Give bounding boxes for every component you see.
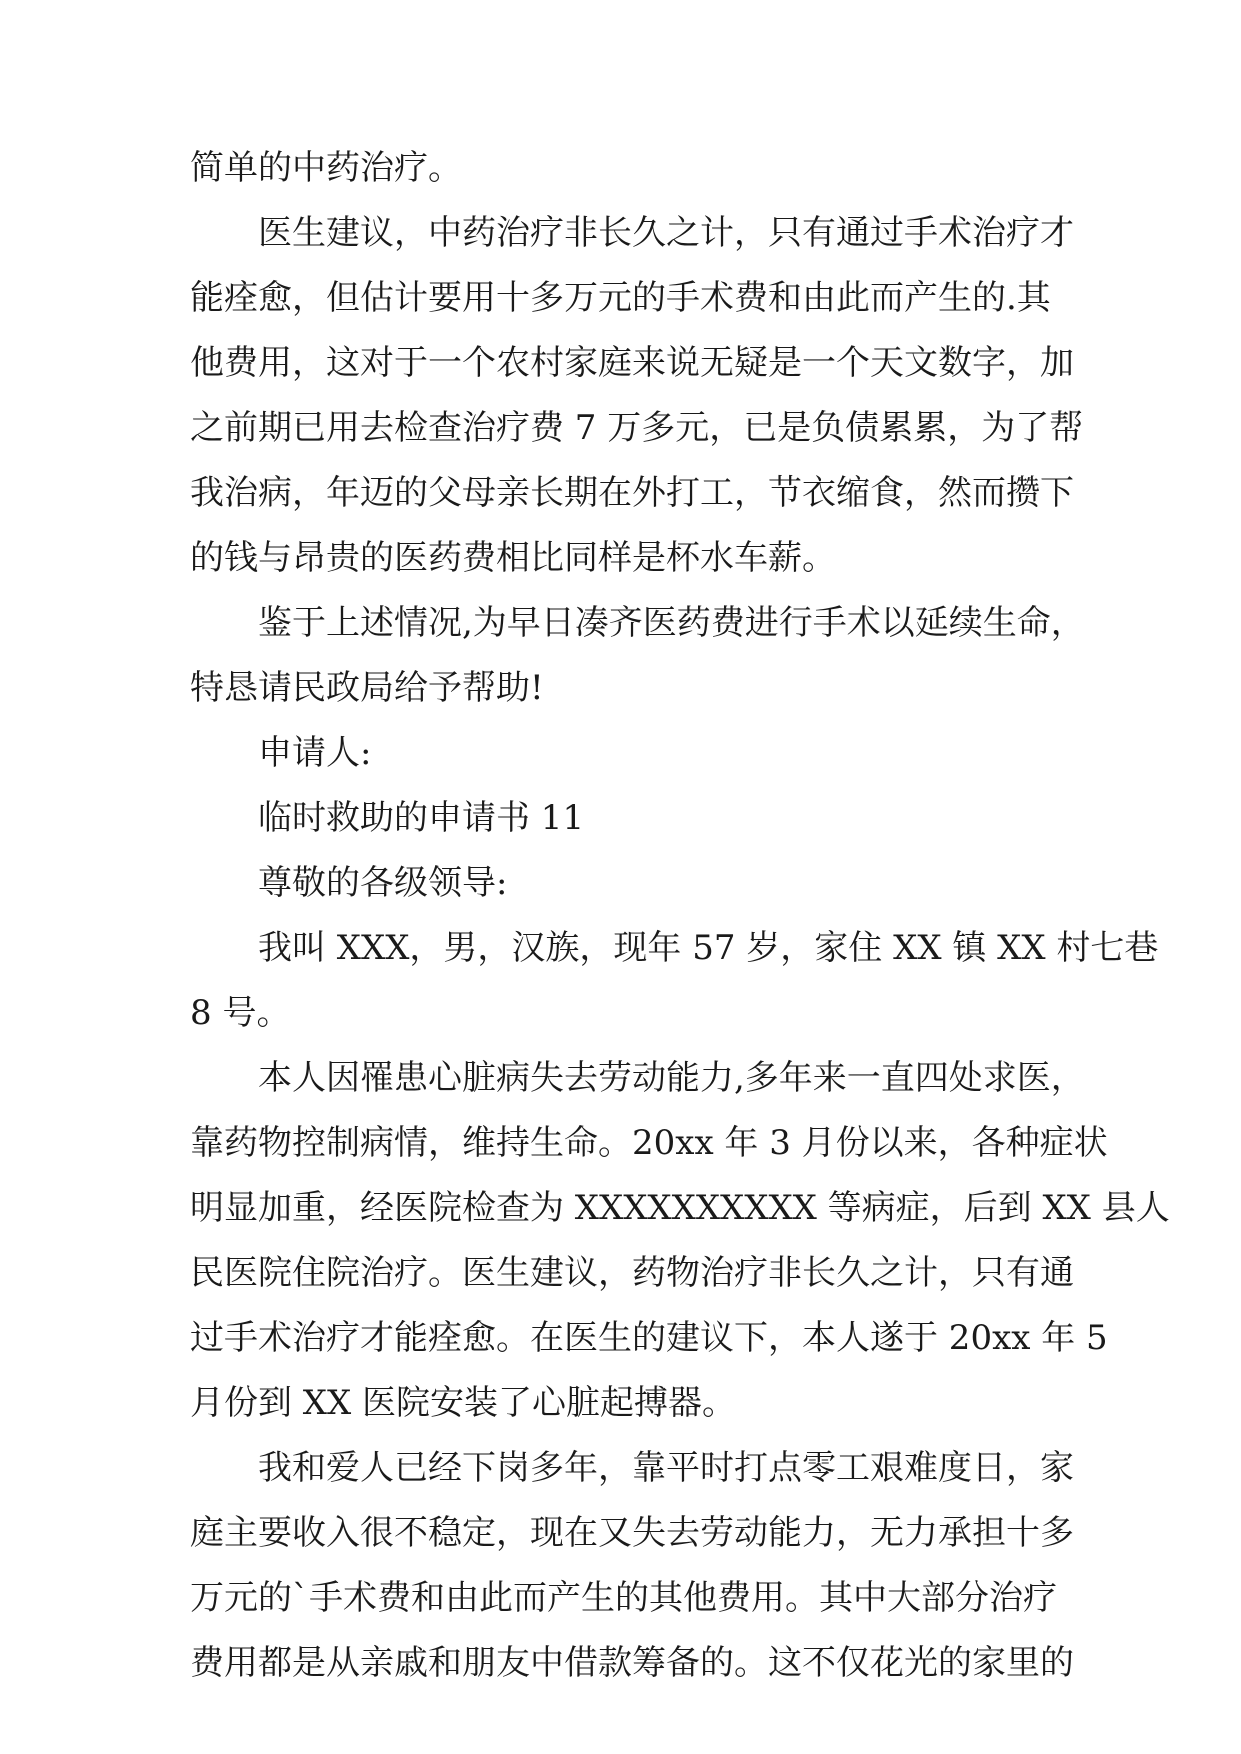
text-line-6: 我治病，年迈的父母亲长期在外打工，节衣缩食，然而攒下 — [190, 473, 1074, 513]
text-line-22: 庭主要收入很不稳定，现在又失去劳动能力，无力承担十多 — [190, 1513, 1074, 1553]
text-line-3: 能痊愈，但估计要用十多万元的手术费和由此而产生的.其 — [190, 278, 1051, 318]
text-line-18: 民医院住院治疗。医生建议，药物治疗非长久之计，只有通 — [190, 1253, 1074, 1293]
text-line-1: 简单的中药治疗。 — [190, 148, 462, 188]
text-line-24: 费用都是从亲戚和朋友中借款筹备的。这不仅花光的家里的 — [190, 1643, 1074, 1683]
text-line-21: 我和爱人已经下岗多年，靠平时打点零工艰难度日，家 — [258, 1448, 1074, 1488]
text-line-7: 的钱与昂贵的医药费相比同样是杯水车薪。 — [190, 538, 836, 578]
text-line-9: 特恳请民政局给予帮助! — [190, 668, 544, 708]
text-line-5: 之前期已用去检查治疗费 7 万多元，已是负债累累，为了帮 — [190, 408, 1084, 448]
text-line-20: 月份到 XX 医院安装了心脏起搏器。 — [190, 1383, 737, 1423]
text-line-17: 明显加重，经医院检查为 XXXXXXXXXX 等病症，后到 XX 县人 — [190, 1188, 1170, 1228]
text-line-13: 我叫 XXX，男，汉族，现年 57 岁，家住 XX 镇 XX 村七巷 — [258, 928, 1159, 968]
text-line-12: 尊敬的各级领导: — [258, 863, 508, 903]
text-line-11: 临时救助的申请书 11 — [258, 798, 585, 838]
text-line-16: 靠药物控制病情，维持生命。20xx 年 3 月份以来，各种症状 — [190, 1123, 1108, 1163]
text-line-19: 过手术治疗才能痊愈。在医生的建议下，本人遂于 20xx 年 5 — [190, 1318, 1108, 1358]
text-line-2: 医生建议，中药治疗非长久之计，只有通过手术治疗才 — [258, 213, 1074, 253]
text-line-14: 8 号。 — [190, 993, 291, 1033]
text-line-15: 本人因罹患心脏病失去劳动能力,多年来一直四处求医， — [258, 1058, 1085, 1098]
text-line-8: 鉴于上述情况,为早日凑齐医药费进行手术以延续生命， — [258, 603, 1085, 643]
text-line-23: 万元的`手术费和由此而产生的其他费用。其中大部分治疗 — [190, 1578, 1057, 1618]
text-line-10: 申请人: — [258, 733, 372, 773]
text-line-4: 他费用，这对于一个农村家庭来说无疑是一个天文数字，加 — [190, 343, 1074, 383]
